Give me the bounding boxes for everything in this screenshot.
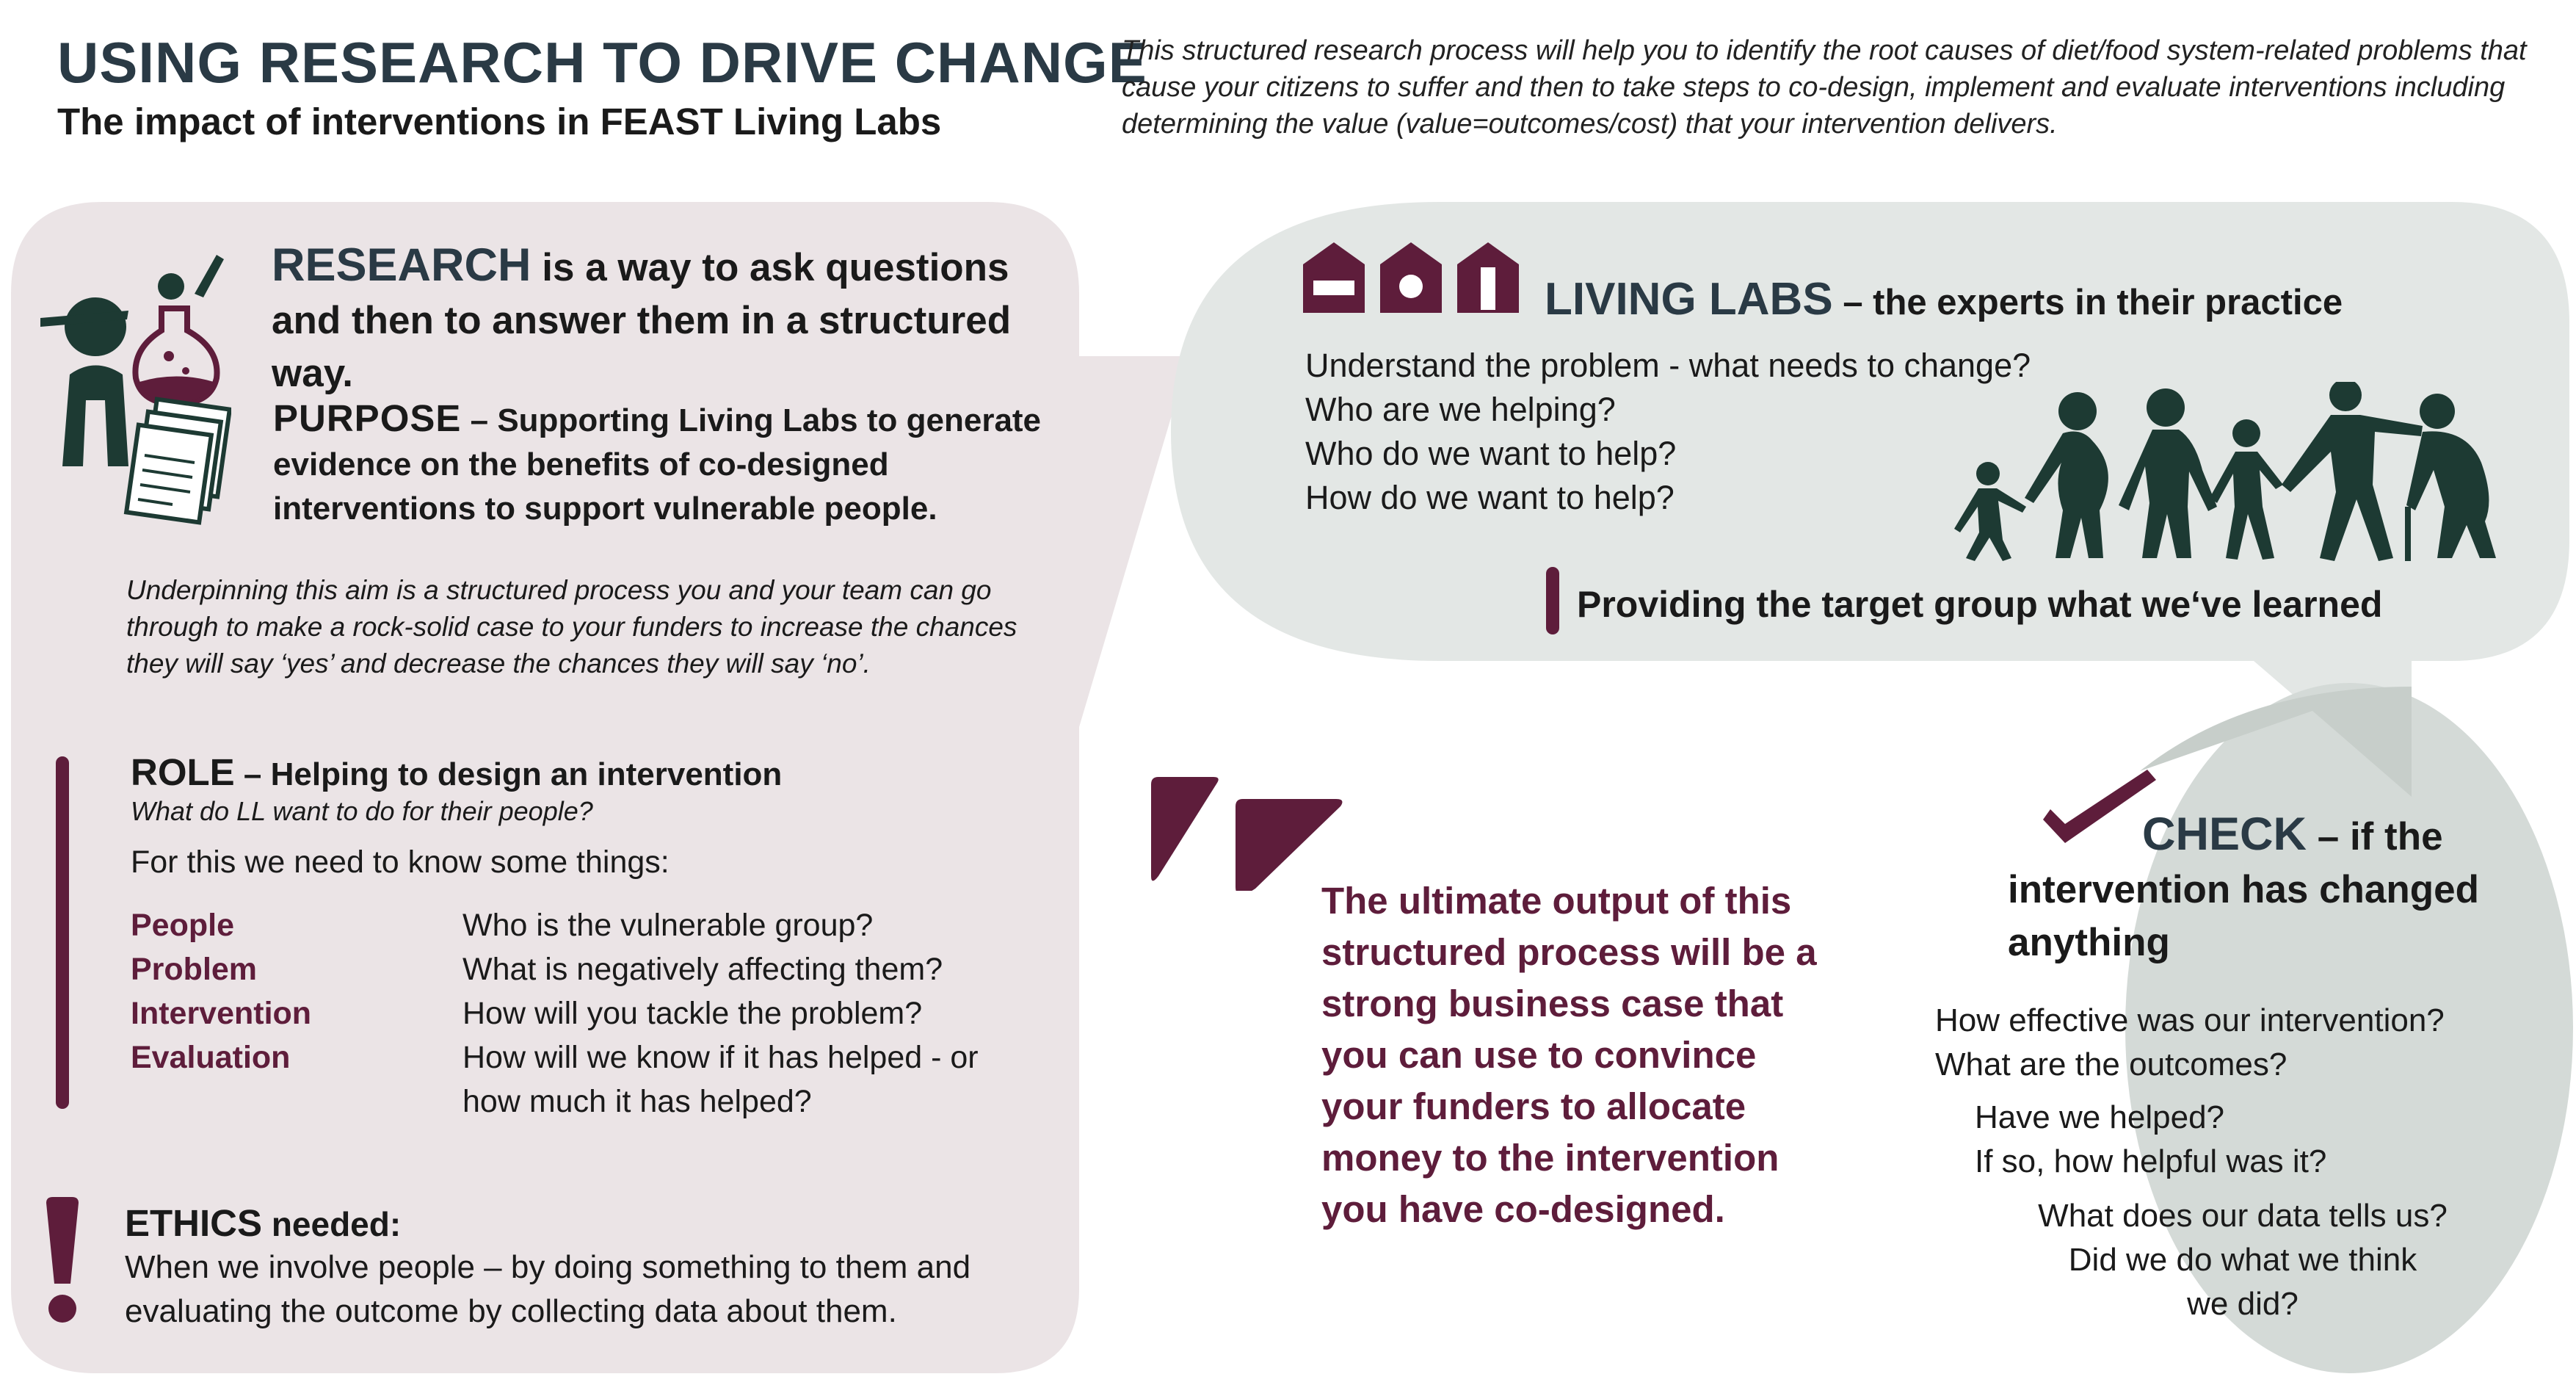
quote-text: The ultimate output of this structured process will be a strong business case that you can use to convince your funders to allocate money to the intervention you have co-designed. [1321, 880, 1817, 1230]
living-labs-question: Who do we want to help? [1305, 435, 1677, 472]
role-heading [131, 751, 782, 794]
living-labs-questions [1305, 344, 2031, 520]
need-row [131, 1035, 1048, 1124]
documents-icon [126, 399, 230, 523]
need-row [131, 947, 1048, 991]
ethics-keyword: ETHICS [125, 1202, 263, 1244]
check-question: Did we do what we think [2068, 1242, 2417, 1278]
need-row [131, 991, 1048, 1035]
check-question: What are the outcomes? [1935, 1046, 2287, 1082]
check-question: If so, how helpful was it? [1975, 1143, 2327, 1179]
living-labs-text: – the experts in their practice [1843, 283, 2343, 322]
check-question: Have we helped? [1975, 1099, 2225, 1135]
intro-text: This structured research process will help you to identify the root causes of diet/food system-related problems that cause your citizens to suffer and then to take steps to co-design, implement and evaluate interventions including determining the value (value=outcomes/cost) that your intervention delivers. [1122, 35, 2527, 140]
page-subtitle: The impact of interventions in FEAST Living Labs [57, 101, 942, 142]
research-keyword: RESEARCH [272, 239, 531, 291]
providing-text: Providing the target group what we‘ve learned [1577, 584, 2383, 625]
exclamation-icon [44, 1197, 81, 1326]
ethics-text: needed: [271, 1205, 402, 1243]
role-accent-bar [56, 756, 69, 1109]
research-heading [272, 239, 1057, 400]
ethics-body: When we involve people – by doing something to them and evaluating the outcome by collecting data about them. [125, 1249, 971, 1329]
living-labs-question: Understand the problem - what needs to change? [1305, 347, 2031, 384]
need-term: Evaluation [131, 1040, 291, 1075]
purpose-block [273, 397, 1073, 531]
need-question: How will we know if it has helped - or how much it has helped? [462, 1040, 979, 1119]
check-questions-2 [1975, 1096, 2326, 1184]
living-labs-question: Who are we helping? [1305, 391, 1616, 428]
living-labs-heading [1545, 273, 2343, 325]
need-term: Problem [131, 952, 258, 987]
flask-icon [135, 255, 224, 404]
researcher-icon [40, 246, 231, 525]
role-keyword: ROLE [131, 751, 235, 793]
houses-icon [1303, 242, 1523, 316]
need-question: What is negatively affecting them? [462, 952, 943, 987]
purpose-keyword: PURPOSE [273, 397, 462, 439]
check-questions-1 [1935, 999, 2445, 1087]
role-question: What do LL want to do for their people? [131, 796, 593, 826]
living-labs-keyword: LIVING LABS [1545, 274, 1833, 325]
need-list [131, 903, 1048, 1124]
need-row [131, 903, 1048, 947]
check-keyword: CHECK [2142, 809, 2307, 860]
underpinning-text: Underpinning this aim is a structured process you and your team can go through to make a rock-solid case to your funders to increase the chances they will say ‘yes’ and decrease the chances they will say ‘no’. [126, 575, 1017, 679]
providing-accent-bar [1546, 567, 1559, 634]
page-title: USING RESEARCH TO DRIVE CHANGE [57, 30, 1147, 95]
purpose-text: – Supporting Living Labs to generate evidence on the benefits of co-designed interventions to support vulnerable people. [273, 402, 1042, 527]
family-icon [1953, 382, 2511, 565]
need-question: How will you tackle the problem? [462, 996, 923, 1031]
need-term: People [131, 908, 234, 943]
living-labs-question: How do we want to help? [1305, 479, 1675, 516]
check-text: – if the intervention has changed anything [2008, 815, 2480, 964]
role-need-intro: For this we need to know some things: [131, 845, 670, 880]
check-question: we did? [2187, 1286, 2299, 1322]
quote-icon [1151, 777, 1346, 891]
check-questions-3 [2030, 1194, 2456, 1326]
ethics-heading [125, 1201, 401, 1245]
need-question: Who is the vulnerable group? [462, 908, 874, 943]
check-question: How effective was our intervention? [1935, 1002, 2445, 1038]
research-text: is a way to ask questions and then to answer them in a structured way. [272, 246, 1012, 395]
need-term: Intervention [131, 996, 312, 1031]
check-heading [2008, 808, 2536, 969]
check-question: What does our data tells us? [2038, 1198, 2448, 1234]
role-text: – Helping to design an intervention [243, 756, 783, 792]
